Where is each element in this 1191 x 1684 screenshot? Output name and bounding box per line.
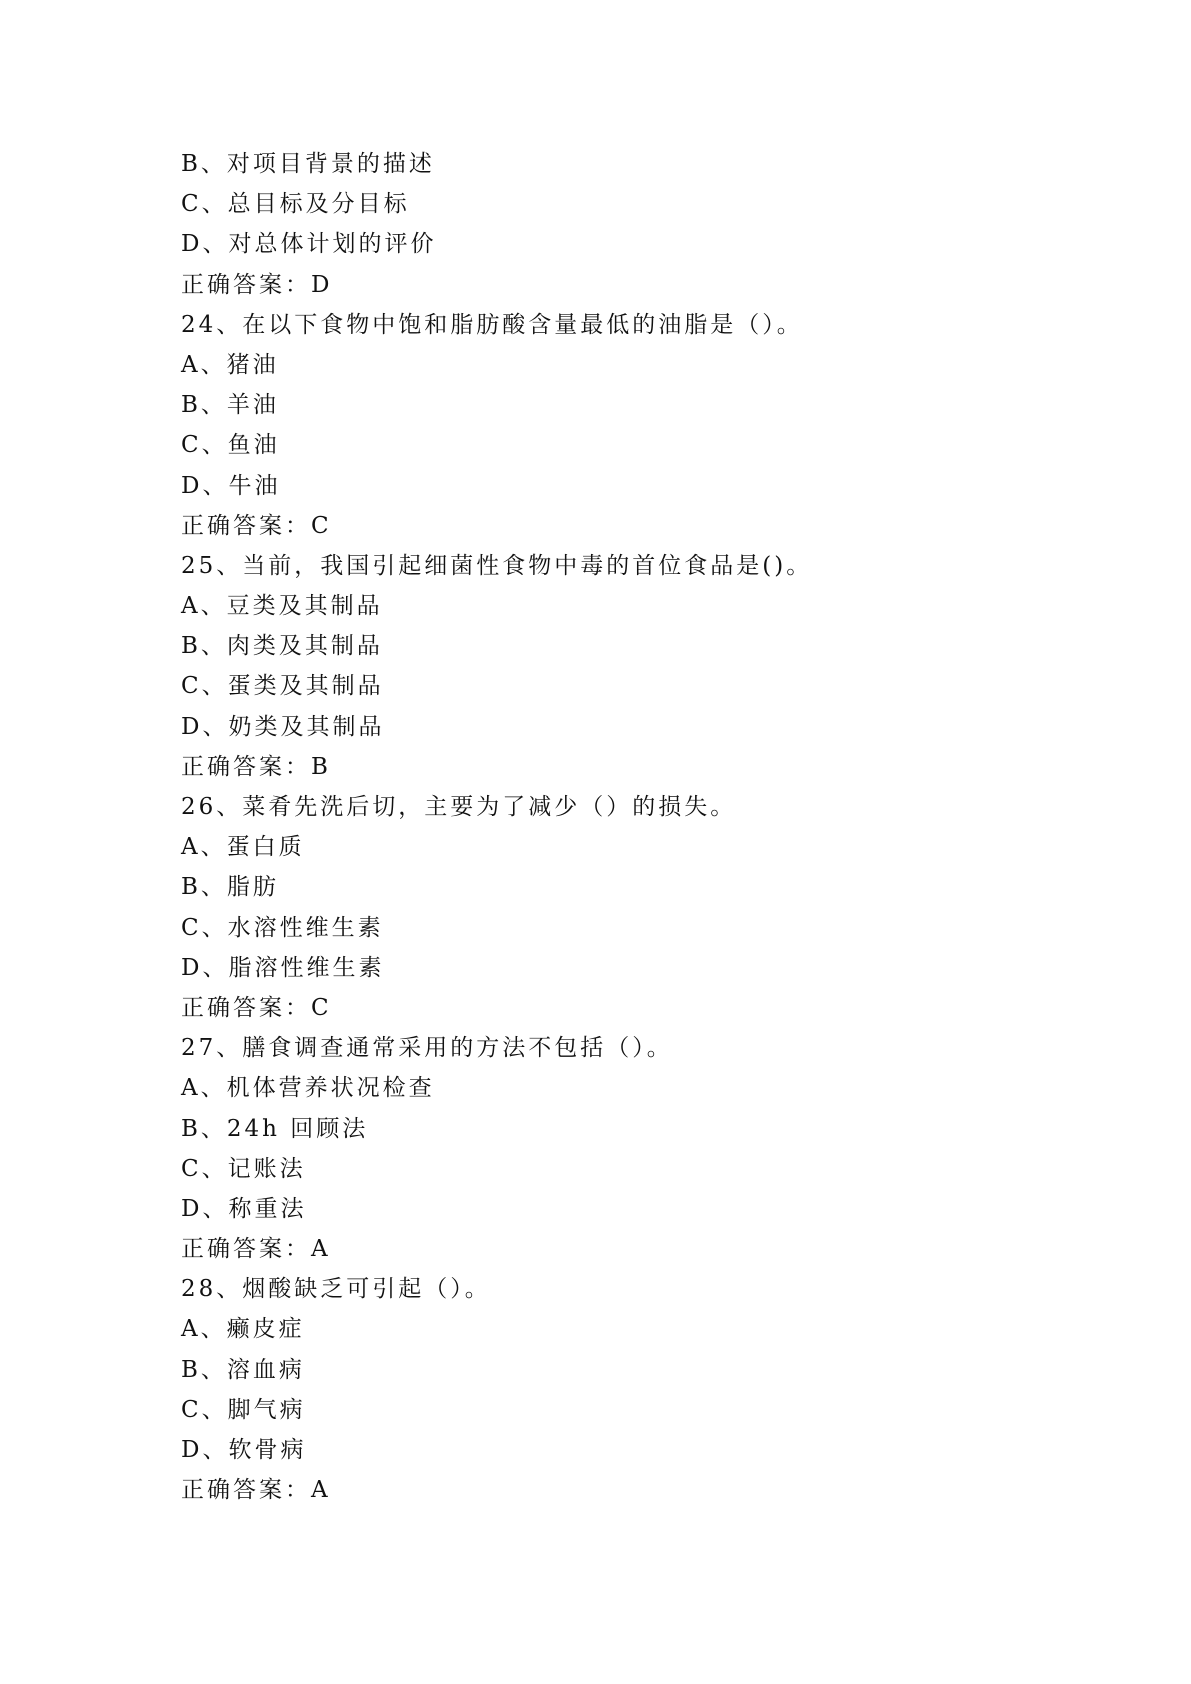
answer-line: 正确答案：D xyxy=(181,271,333,298)
option-line: D、牛油 xyxy=(181,472,281,499)
answer-line: 正确答案：A xyxy=(181,1477,331,1504)
option-line: B、羊油 xyxy=(181,392,279,419)
option-line: B、溶血病 xyxy=(181,1356,305,1383)
option-line: A、猪油 xyxy=(181,351,279,378)
answer-line: 正确答案：B xyxy=(181,753,331,780)
option-line: D、软骨病 xyxy=(181,1437,307,1463)
option-line: C、水溶性维生素 xyxy=(181,914,384,941)
option-line: C、记账法 xyxy=(181,1155,306,1182)
option-line: C、脚气病 xyxy=(181,1396,306,1423)
option-line: D、脂溶性维生素 xyxy=(181,954,385,981)
option-line: C、鱼油 xyxy=(181,432,280,459)
option-line: B、肉类及其制品 xyxy=(181,633,383,660)
answer-line: 正确答案：C xyxy=(181,512,332,539)
option-line: A、豆类及其制品 xyxy=(181,593,383,620)
question-line: 24、在以下食物中饱和脂肪酸含量最低的油脂是（）。 xyxy=(181,311,803,338)
option-line: C、蛋类及其制品 xyxy=(181,673,384,700)
option-line: B、对项目背景的描述 xyxy=(181,151,435,177)
option-line: D、对总体计划的评价 xyxy=(181,231,437,258)
option-line: A、蛋白质 xyxy=(181,834,305,861)
question-line: 27、膳食调查通常采用的方法不包括（）。 xyxy=(181,1035,673,1062)
answer-line: 正确答案：A xyxy=(181,1236,331,1263)
question-line: 25、当前，我国引起细菌性食物中毒的首位食品是()。 xyxy=(181,552,813,579)
option-line: D、称重法 xyxy=(181,1195,307,1222)
option-line: A、癞皮症 xyxy=(181,1316,305,1343)
option-line: B、脂肪 xyxy=(181,874,279,901)
question-line: 28、烟酸缺乏可引起（）。 xyxy=(181,1276,491,1303)
option-line: A、机体营养状况检查 xyxy=(181,1075,435,1102)
question-line: 26、菜肴先洗后切，主要为了减少（）的损失。 xyxy=(181,794,737,820)
answer-line: 正确答案：C xyxy=(181,994,332,1021)
option-line: D、奶类及其制品 xyxy=(181,713,385,740)
question-list xyxy=(181,144,1081,1510)
option-line: C、总目标及分目标 xyxy=(181,191,410,218)
option-line: B、24h 回顾法 xyxy=(181,1115,369,1142)
